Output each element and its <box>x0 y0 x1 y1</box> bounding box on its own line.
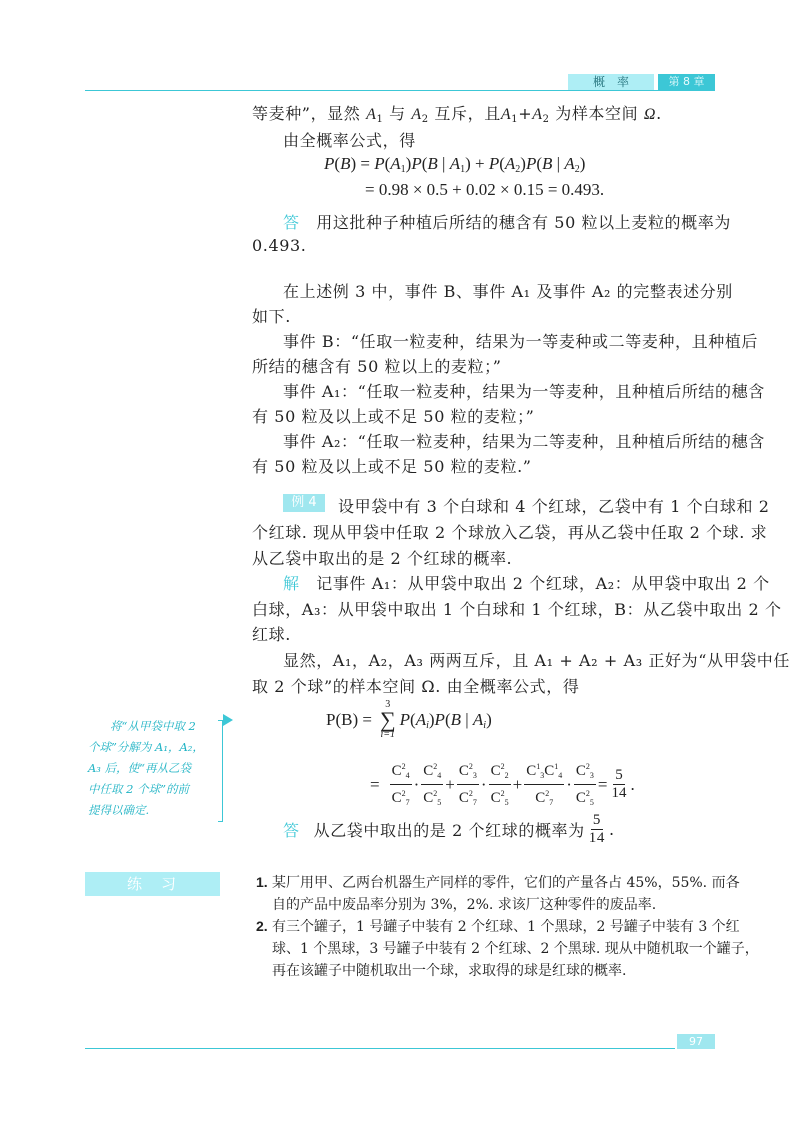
desc-p2-l2: 所结的穗含有 50 粒以上的麦粒；” <box>252 357 502 376</box>
margin-note: 将“从甲袋中取 2 个球”分解为 A₁，A₂， A₃ 后，使“再从乙袋 中任取 2 个球”的前 提得以确定. <box>88 719 204 817</box>
desc-p3-l2: 有 50 粒及以上或不足 50 粒的麦粒；” <box>252 407 535 426</box>
example4-l3: 从乙袋中取出的是 2 个红球的概率. <box>252 549 513 568</box>
exercise-item-1: 1. 某厂用甲、乙两台机器生产同样的零件，它们的产量各占 45%，55%. 而各 自的产品中废品率分别为 3%，2%. 求该厂这种零件的废品率. <box>256 874 740 913</box>
solution-l2: 白球，A₃：从甲袋中取出 1 个白球和 1 个红球，B：从乙袋中取出 2 个 <box>252 600 782 619</box>
desc-p4-l2: 有 50 粒及以上或不足 50 粒的麦粒.” <box>252 457 532 476</box>
example4-label: 例 4 <box>283 494 325 512</box>
answer2-keyword: 答 <box>283 821 300 840</box>
solution-keyword: 解 <box>283 574 300 593</box>
desc-p2-l1: 事件 B：“任取一粒麦种，结果为一等麦种或二等麦种，且种植后 <box>283 332 759 351</box>
solution-l5: 取 2 个球”的样本空间 Ω. 由全概率公式，得 <box>252 677 580 696</box>
formula2-row1: P(B) = 3 ∑ i=1 $P(A_i)P(B$ | $A_i$) <box>326 699 492 740</box>
solution-l4: 显然，A₁，A₂，A₃ 两两互斥，且 A₁ + A₂ + A₃ 正好为“从甲袋中任 <box>283 651 791 670</box>
example4-l1: 设甲袋中有 3 个白球和 4 个红球，乙袋中有 1 个白球和 2 <box>338 497 770 516</box>
desc-p4-l1: 事件 A₂：“任取一粒麦种，结果为二等麦种，且种植后所结的穗含 <box>283 432 765 451</box>
exercise-item-2: 2. 有三个罐子，1 号罐子中装有 2 个红球、1 个黑球，2 号罐子中装有 3 个红 球、1 个黑球，3 号罐子中装有 2 个红球、2 个黑球. 现从中随机取一个罐子， 再在该罐子中随机取出一个球，求取得的球是红球的概率. <box>256 918 759 979</box>
example4-l2: 个红球. 现从甲袋中任取 2 个球放入乙袋，再从乙袋中任取 2 个球. 求 <box>252 523 768 542</box>
header-rule <box>85 90 715 91</box>
page-number: 97 <box>689 1035 703 1048</box>
desc-p1-l1: 在上述例 3 中，事件 B、事件 A₁ 及事件 A₂ 的完整表述分别 <box>283 282 733 301</box>
solution-l3: 红球. <box>252 625 291 644</box>
formula1-intro: 由全概率公式，得 <box>283 131 416 150</box>
exercise-label: 练 习 <box>126 875 178 893</box>
margin-note-arrow-icon <box>223 714 233 726</box>
answer2-line: 答 从乙袋中取出的是 2 个红球的概率为 $\frac{5}{14}$ . <box>283 812 615 846</box>
answer1-keyword: 答 <box>283 213 300 232</box>
formula1-row2: = 0.98 × 0.5 + 0.02 × 0.15 = 0.493. <box>365 180 605 199</box>
desc-p1-l2: 如下. <box>252 307 291 326</box>
formula1-row1: $P(B) = P(A_1)P(B$ | $A_1) + P(A_2)P(B$ | $A_2$) <box>324 154 586 175</box>
desc-p3-l1: 事件 A₁：“任取一粒麦种，结果为一等麦种，且种植后所结的穗含 <box>283 382 765 401</box>
formula2-row2: = $\frac{C^2_4}{C^2_7}$ · $\frac{C^2_4}{C^2_5}$ + $\frac{C^2_3}{C^2_7}$ · $\frac{C^2_2}{C^2_5}$ + $\frac{C^1_3C^1_4}{C^2_7}$ · $\frac{C^2_3}{C^2_5}$ = $\frac{5}{14}$ . <box>370 758 635 811</box>
chapter-title: 概 率 <box>592 75 629 89</box>
answer1-line1: 答 用这批种子种植后所结的穗含有 50 粒以上麦粒的概率为 <box>283 213 731 232</box>
chapter-number: 第 8 章 <box>668 75 705 88</box>
footer-rule <box>85 1048 675 1049</box>
top-para-line: 等麦种”，显然 $A_1$ 与 $A_2$ 互斥，且$A_1+A_2$ 为样本空间 Ω. <box>252 104 662 125</box>
sum-symbol: 3 ∑ i=1 <box>379 699 396 740</box>
solution-l1: 解 记事件 A₁：从甲袋中取出 2 个红球，A₂：从甲袋中取出 2 个 <box>283 574 770 593</box>
margin-note-bracket <box>218 720 223 822</box>
answer1-line2: 0.493. <box>252 236 307 255</box>
